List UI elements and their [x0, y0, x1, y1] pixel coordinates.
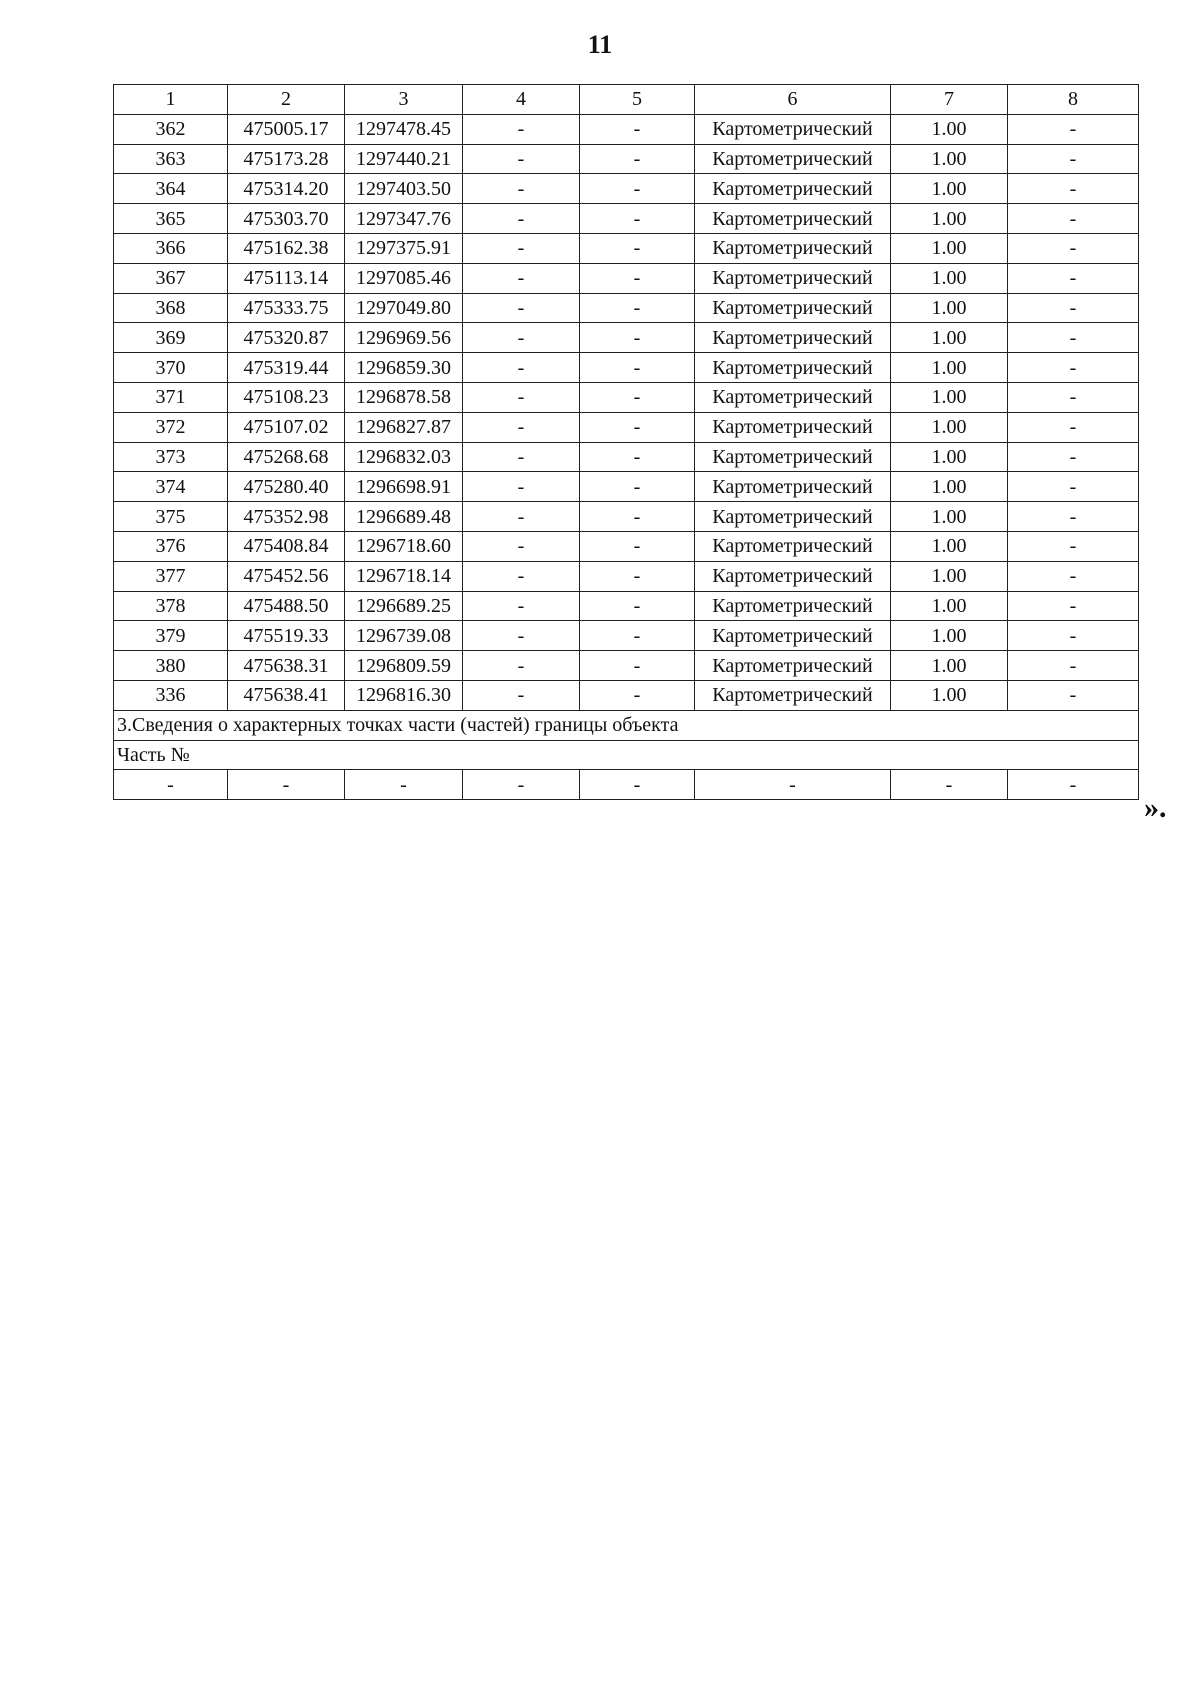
table-row [114, 412, 1139, 442]
table-cell: - [1008, 472, 1139, 502]
table-cell: 1.00 [891, 174, 1008, 204]
table-cell: - [463, 293, 580, 323]
table-cell: Картометрический [695, 144, 891, 174]
table-cell: 376 [114, 531, 228, 561]
table-cell: - [463, 531, 580, 561]
table-cell: 1297347.76 [345, 204, 463, 234]
table-cell: - [580, 353, 695, 383]
table-row [114, 472, 1139, 502]
table-cell: 475107.02 [228, 412, 345, 442]
empty-data-row [114, 770, 1139, 800]
table-row [114, 382, 1139, 412]
table-cell: - [114, 770, 228, 800]
table-cell: 475108.23 [228, 382, 345, 412]
table-cell: - [580, 204, 695, 234]
table-cell: 1296698.91 [345, 472, 463, 502]
table-cell: 1296832.03 [345, 442, 463, 472]
table-cell: 373 [114, 442, 228, 472]
table-cell: 366 [114, 233, 228, 263]
table-cell: Картометрический [695, 442, 891, 472]
table-cell: 1296878.58 [345, 382, 463, 412]
table-cell: 5 [580, 85, 695, 115]
table-cell: - [228, 770, 345, 800]
table-cell: 1297375.91 [345, 233, 463, 263]
table-cell: 475638.41 [228, 680, 345, 710]
table-row [114, 651, 1139, 681]
table-cell: 475303.70 [228, 204, 345, 234]
table-cell: 475638.31 [228, 651, 345, 681]
table-cell: - [891, 770, 1008, 800]
table-row [114, 561, 1139, 591]
table-cell: - [580, 114, 695, 144]
table-cell: 1.00 [891, 293, 1008, 323]
closing-quote: ». [1144, 791, 1167, 824]
section-title-row-cell: 3.Сведения о характерных точках части (частей) границы объекта [114, 710, 1139, 740]
table-cell: - [463, 442, 580, 472]
table-row [114, 293, 1139, 323]
table-cell: - [463, 144, 580, 174]
table-cell: 370 [114, 353, 228, 383]
table-cell: Картометрический [695, 412, 891, 442]
table-cell: - [580, 591, 695, 621]
table-cell: 475333.75 [228, 293, 345, 323]
table-cell: 1297403.50 [345, 174, 463, 204]
table-cell: 374 [114, 472, 228, 502]
table-cell: - [580, 680, 695, 710]
table-cell: 1 [114, 85, 228, 115]
coordinates-table [113, 84, 1139, 800]
table-cell: - [463, 770, 580, 800]
table-row [114, 263, 1139, 293]
table-cell: 1296827.87 [345, 412, 463, 442]
table-cell: 1297085.46 [345, 263, 463, 293]
table-cell: Картометрический [695, 561, 891, 591]
table-cell: - [463, 263, 580, 293]
table-cell: - [580, 531, 695, 561]
table-cell: 372 [114, 412, 228, 442]
table-cell: 371 [114, 382, 228, 412]
table-cell: Картометрический [695, 233, 891, 263]
table-cell: 475488.50 [228, 591, 345, 621]
table-cell: - [580, 502, 695, 532]
table-cell: 1297440.21 [345, 144, 463, 174]
table-cell: 1.00 [891, 531, 1008, 561]
table-cell: - [1008, 412, 1139, 442]
table-cell: 1296739.08 [345, 621, 463, 651]
table-row [114, 204, 1139, 234]
table-cell: - [1008, 174, 1139, 204]
table-cell: - [580, 472, 695, 502]
table-cell: 1.00 [891, 561, 1008, 591]
table-cell: 8 [1008, 85, 1139, 115]
table-cell: 475314.20 [228, 174, 345, 204]
table-row [114, 531, 1139, 561]
section-title-row [114, 710, 1139, 740]
table-cell: Картометрический [695, 174, 891, 204]
table-cell: - [463, 204, 580, 234]
table-cell: 475352.98 [228, 502, 345, 532]
table-cell: 1.00 [891, 353, 1008, 383]
table-cell: 363 [114, 144, 228, 174]
table-cell: - [580, 442, 695, 472]
table-cell: - [580, 323, 695, 353]
table-cell: - [1008, 382, 1139, 412]
table-cell: - [463, 353, 580, 383]
table-cell: Картометрический [695, 114, 891, 144]
table-cell: - [1008, 144, 1139, 174]
table-body [114, 85, 1139, 800]
part-label-row [114, 740, 1139, 770]
table-cell: 475452.56 [228, 561, 345, 591]
table-cell: - [1008, 531, 1139, 561]
table-cell: - [463, 174, 580, 204]
table-cell: - [463, 382, 580, 412]
table-cell: - [1008, 233, 1139, 263]
table-cell: Картометрический [695, 293, 891, 323]
table-cell: 365 [114, 204, 228, 234]
table-cell: 1.00 [891, 144, 1008, 174]
table-cell: 1296689.48 [345, 502, 463, 532]
table-cell: 378 [114, 591, 228, 621]
table-cell: - [580, 233, 695, 263]
table-cell: - [580, 770, 695, 800]
table-cell: - [1008, 323, 1139, 353]
table-cell: 4 [463, 85, 580, 115]
table-cell: - [1008, 561, 1139, 591]
table-cell: - [1008, 293, 1139, 323]
table-cell: 3 [345, 85, 463, 115]
table-cell: - [580, 144, 695, 174]
table-cell: 1.00 [891, 591, 1008, 621]
table-cell: 1.00 [891, 382, 1008, 412]
table-cell: 1.00 [891, 472, 1008, 502]
table-cell: Картометрический [695, 502, 891, 532]
table-cell: - [580, 174, 695, 204]
table-cell: Картометрический [695, 621, 891, 651]
table-cell: - [463, 233, 580, 263]
table-cell: 380 [114, 651, 228, 681]
table-cell: - [463, 680, 580, 710]
table-cell: 368 [114, 293, 228, 323]
table-cell: - [580, 561, 695, 591]
table-cell: 1.00 [891, 680, 1008, 710]
table-cell: 377 [114, 561, 228, 591]
table-cell: - [463, 502, 580, 532]
table-cell: - [463, 412, 580, 442]
table-cell: Картометрический [695, 680, 891, 710]
table-row [114, 323, 1139, 353]
table-cell: 367 [114, 263, 228, 293]
table-cell: - [463, 472, 580, 502]
table-cell: 1296809.59 [345, 651, 463, 681]
table-cell: 2 [228, 85, 345, 115]
table-cell: - [463, 114, 580, 144]
table-cell: 475268.68 [228, 442, 345, 472]
table-cell: - [580, 293, 695, 323]
table-row [114, 591, 1139, 621]
table-cell: Картометрический [695, 323, 891, 353]
table-cell: - [1008, 591, 1139, 621]
table-cell: 1.00 [891, 412, 1008, 442]
table-cell: 1.00 [891, 204, 1008, 234]
table-cell: - [580, 382, 695, 412]
table-row [114, 174, 1139, 204]
table-cell: 6 [695, 85, 891, 115]
table-cell: 1.00 [891, 621, 1008, 651]
table-row [114, 502, 1139, 532]
table-cell: Картометрический [695, 591, 891, 621]
table-cell: Картометрический [695, 382, 891, 412]
table-cell: - [463, 651, 580, 681]
table-cell: 1297478.45 [345, 114, 463, 144]
table-cell: 1296859.30 [345, 353, 463, 383]
table-cell: - [580, 651, 695, 681]
table-cell: 364 [114, 174, 228, 204]
table-cell: 7 [891, 85, 1008, 115]
table-cell: Картометрический [695, 651, 891, 681]
table-cell: - [580, 263, 695, 293]
table-row [114, 680, 1139, 710]
table-cell: - [1008, 621, 1139, 651]
table-header-row [114, 85, 1139, 115]
table-cell: - [463, 323, 580, 353]
table-cell: - [463, 561, 580, 591]
table-cell: Картометрический [695, 531, 891, 561]
table-cell: 369 [114, 323, 228, 353]
table-row [114, 353, 1139, 383]
table-cell: - [463, 591, 580, 621]
table-cell: 336 [114, 680, 228, 710]
table-cell: 379 [114, 621, 228, 651]
table-cell: 1296718.60 [345, 531, 463, 561]
table-cell: 475319.44 [228, 353, 345, 383]
coordinates-table-container [113, 84, 1138, 800]
table-row [114, 621, 1139, 651]
table-cell: 1.00 [891, 502, 1008, 532]
table-cell: 375 [114, 502, 228, 532]
table-cell: - [580, 412, 695, 442]
table-cell: 1.00 [891, 651, 1008, 681]
table-cell: 1296969.56 [345, 323, 463, 353]
table-cell: 475173.28 [228, 144, 345, 174]
table-cell: - [1008, 204, 1139, 234]
table-cell: - [1008, 680, 1139, 710]
table-cell: Картометрический [695, 263, 891, 293]
table-row [114, 442, 1139, 472]
table-cell: Картометрический [695, 204, 891, 234]
table-cell: 1296718.14 [345, 561, 463, 591]
table-cell: 475320.87 [228, 323, 345, 353]
table-cell: 475408.84 [228, 531, 345, 561]
table-row [114, 233, 1139, 263]
table-cell: 475162.38 [228, 233, 345, 263]
table-cell: 475113.14 [228, 263, 345, 293]
table-cell: 475280.40 [228, 472, 345, 502]
table-cell: 1.00 [891, 263, 1008, 293]
page-number: 11 [587, 30, 613, 59]
table-cell: 1296816.30 [345, 680, 463, 710]
table-cell: - [1008, 770, 1139, 800]
table-cell: 1.00 [891, 114, 1008, 144]
table-cell: 475005.17 [228, 114, 345, 144]
table-cell: 1.00 [891, 442, 1008, 472]
table-cell: - [345, 770, 463, 800]
table-cell: - [1008, 651, 1139, 681]
table-cell: - [580, 621, 695, 651]
table-cell: 1296689.25 [345, 591, 463, 621]
table-cell: 475519.33 [228, 621, 345, 651]
table-cell: - [1008, 502, 1139, 532]
table-cell: - [1008, 114, 1139, 144]
table-cell: 1297049.80 [345, 293, 463, 323]
table-cell: - [463, 621, 580, 651]
table-row [114, 144, 1139, 174]
table-cell: 1.00 [891, 323, 1008, 353]
table-row [114, 114, 1139, 144]
table-cell: 1.00 [891, 233, 1008, 263]
table-cell: - [695, 770, 891, 800]
table-cell: Картометрический [695, 472, 891, 502]
table-cell: - [1008, 263, 1139, 293]
table-cell: - [1008, 353, 1139, 383]
table-cell: 362 [114, 114, 228, 144]
part-label-row-cell: Часть № [114, 740, 1139, 770]
table-cell: - [1008, 442, 1139, 472]
table-cell: Картометрический [695, 353, 891, 383]
